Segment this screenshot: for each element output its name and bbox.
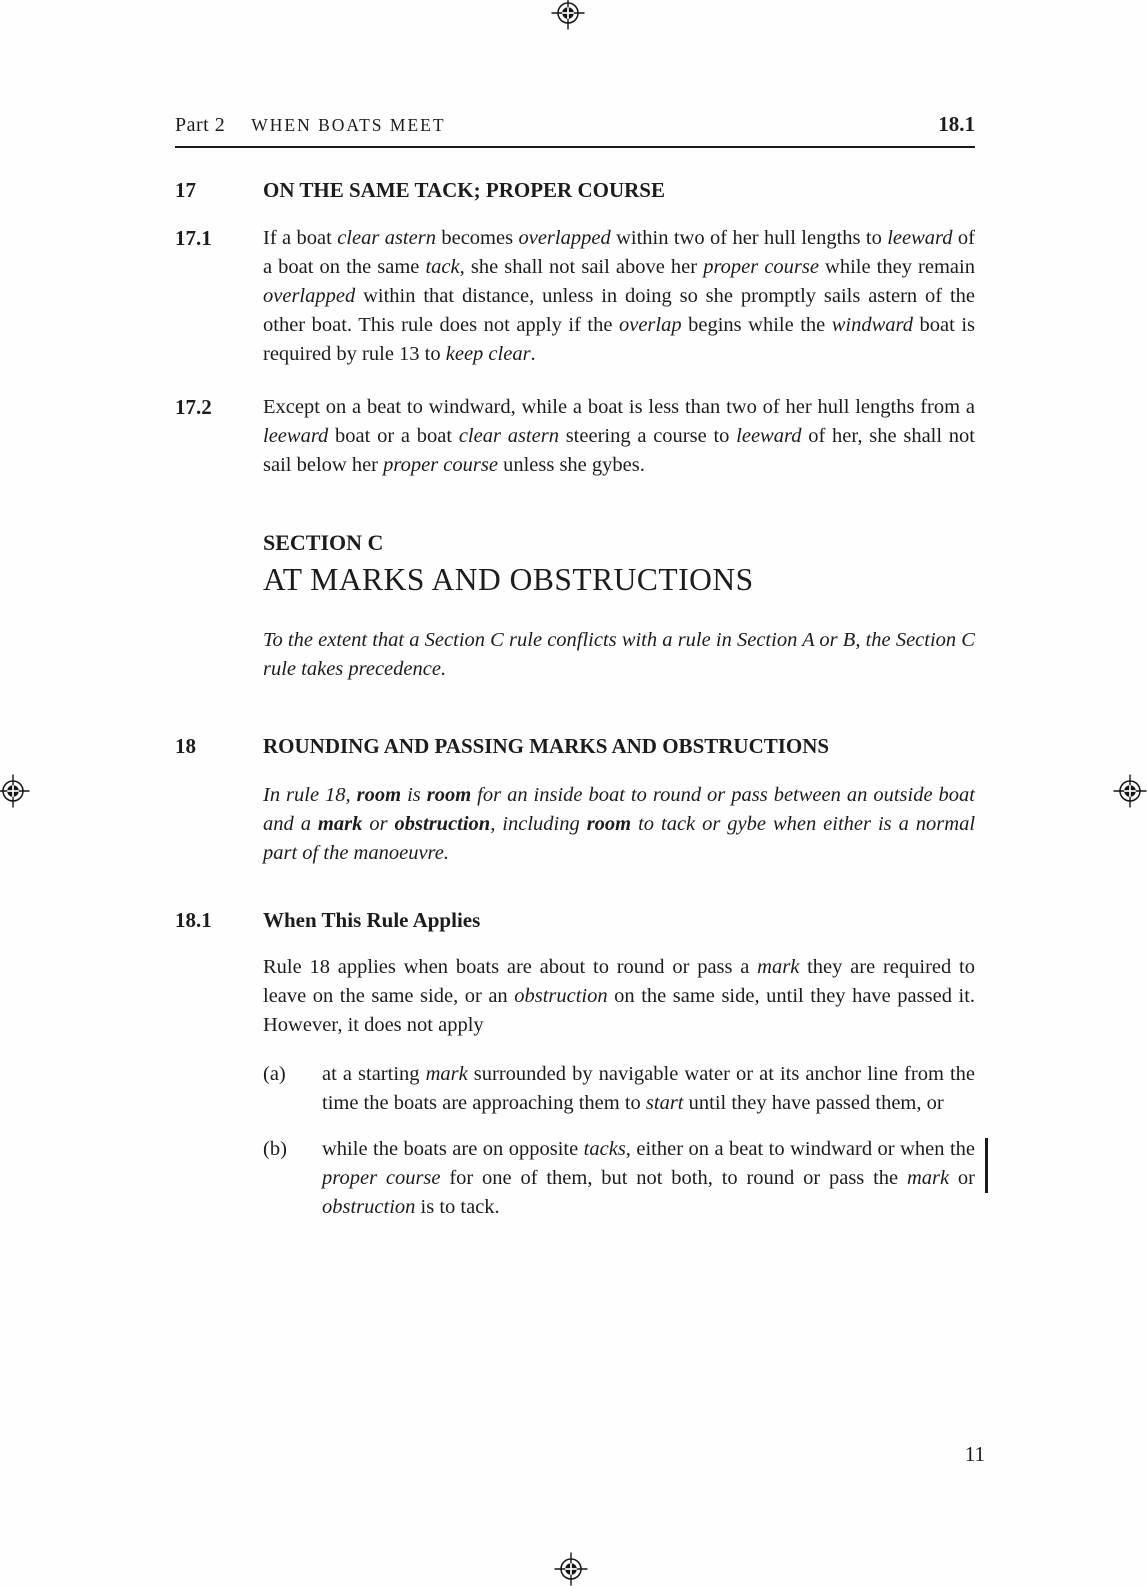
page-number: 11 [964, 1442, 985, 1466]
header-part-label: Part 2 [175, 114, 226, 136]
registration-mark-right-icon [1113, 774, 1147, 808]
rule-text: If a boat clear astern becomes overlapped within two of her hull lengths to leeward of a boat on the same tack, she shall not sail above her proper course while they remain overlapped within that distance, unless in doing so she promptly sails astern of the other boat. This rule does not apply if the overlap begins while the windward boat is required by rule 13 to keep clear. [263, 227, 976, 365]
header-section-title: WHEN BOATS MEET [251, 115, 446, 135]
registration-mark-bottom-icon [554, 1552, 588, 1586]
section-title: AT MARKS AND OBSTRUCTIONS [263, 562, 754, 597]
section-preamble: To the extent that a Section C rule conflicts with a rule in Section A or B, the Section C rule takes precedence. [263, 629, 975, 680]
section-label: SECTION C [263, 530, 384, 555]
rule-title: ROUNDING AND PASSING MARKS AND OBSTRUCTIONS [263, 734, 830, 758]
header-divider [175, 146, 975, 148]
change-bar-marker [985, 1138, 988, 1193]
rule-18-1-body: Rule 18 applies when boats are about to round or pass a mark they are required to leave on the same side, or an obstruction on the same side, until they have passed it. However, it does not apply [263, 956, 976, 1036]
rule-number: 18 [175, 734, 196, 758]
rule-number: 17.2 [175, 395, 212, 419]
list-item-label: (a) [263, 1063, 286, 1085]
page-content [175, 0, 975, 1222]
running-header [175, 112, 975, 137]
rule-17-1-paragraph [175, 224, 975, 369]
rule-number: 17 [175, 178, 196, 202]
rule-subtitle: When This Rule Applies [263, 908, 481, 932]
list-item-text: while the boats are on opposite tacks, either on a beat to windward or when the proper course for one of them, but not both, to round or pass the mark or obstruction is to tack. [322, 1138, 976, 1218]
rule-title: ON THE SAME TACK; PROPER COURSE [263, 178, 665, 202]
list-item-label: (b) [263, 1138, 287, 1160]
rule-18-1-item-a [263, 1060, 975, 1118]
rule-18-preamble: In rule 18, room is room for an inside boat to round or pass between an outside boat and a mark or obstruction, including room to tack or gybe when either is a normal part of the manoeuvre. [263, 784, 976, 864]
rule-18-heading [175, 732, 975, 761]
rule-17-2-paragraph [175, 393, 975, 480]
rule-text: Except on a beat to windward, while a boat is less than two of her hull lengths from a leeward boat or a boat clear astern steering a course to leeward of her, she shall not sail below her proper course unless she gybes. [263, 396, 976, 476]
rule-17-heading [175, 176, 975, 205]
rule-18-1-heading [175, 906, 975, 935]
header-rule-reference: 18.1 [938, 112, 975, 136]
registration-mark-left-icon [0, 774, 30, 808]
list-item-text: at a starting mark surrounded by navigable water or at its anchor line from the time the boats are approaching them to start until they have passed them, or [322, 1063, 975, 1114]
rule-18-1-item-b [263, 1135, 975, 1222]
rule-number: 18.1 [175, 908, 212, 932]
rule-number: 17.1 [175, 226, 212, 250]
